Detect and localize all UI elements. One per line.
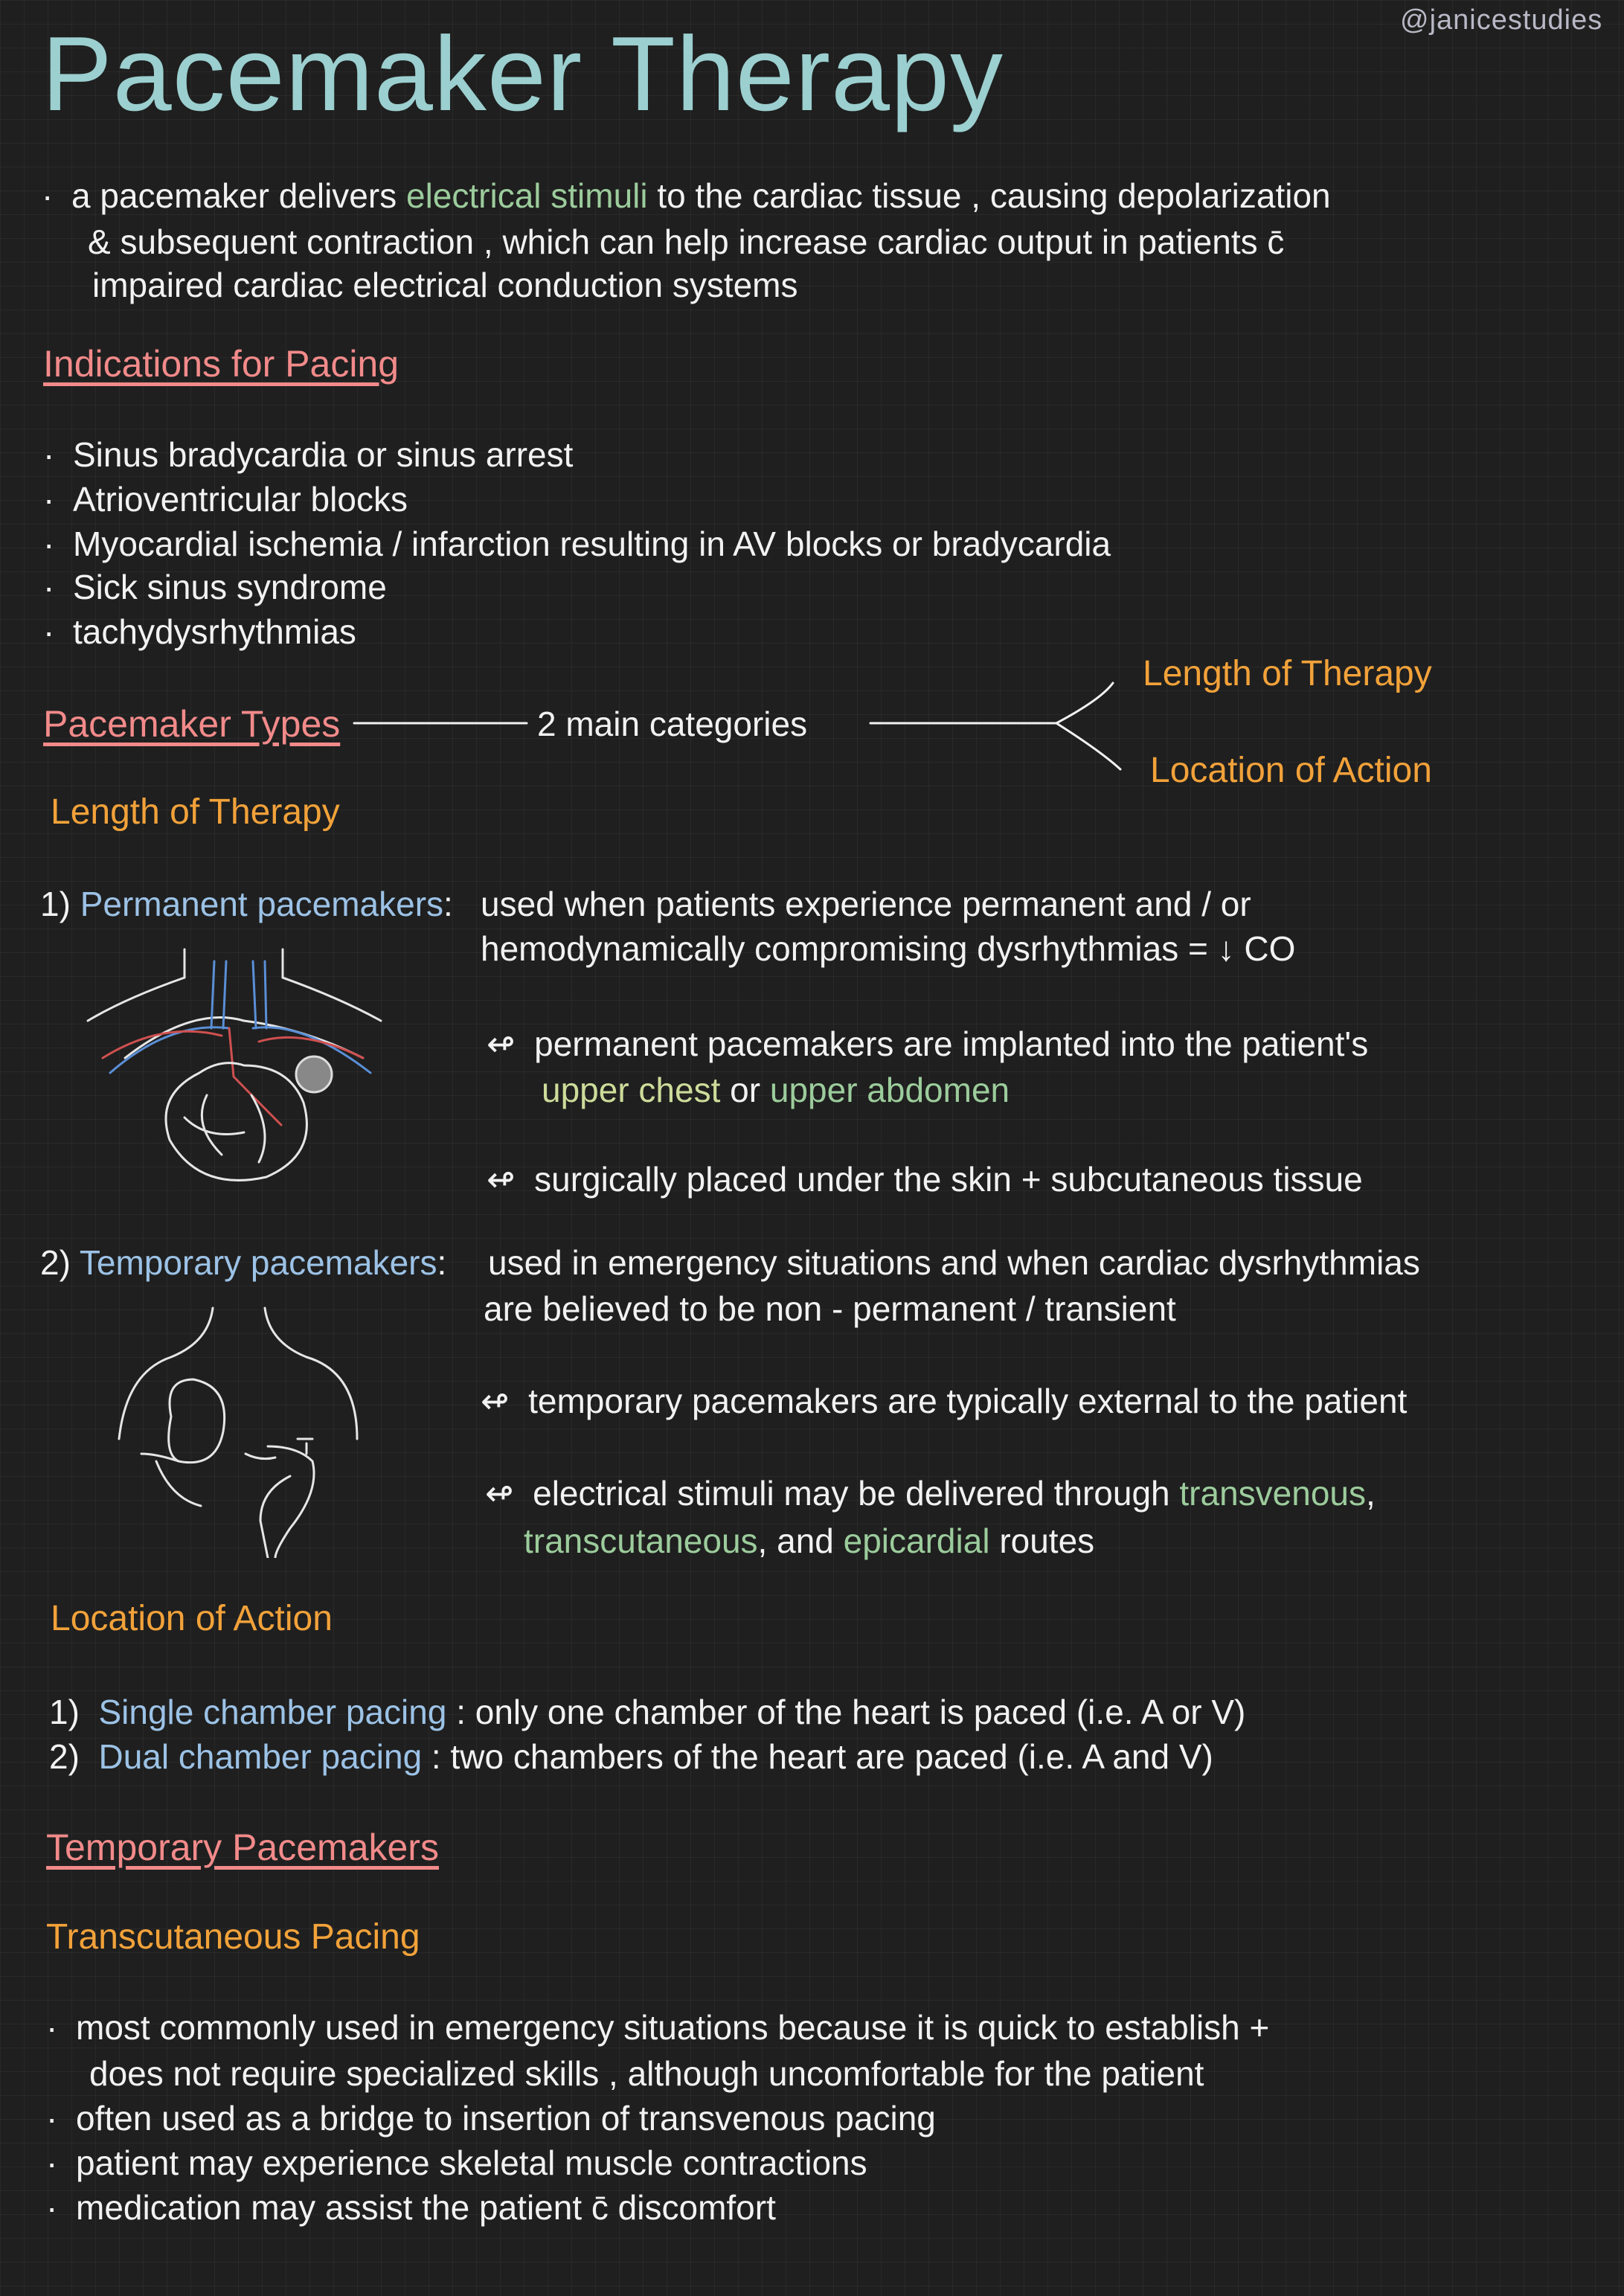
types-branch-location: Location of Action <box>1150 751 1432 790</box>
intro-text: to the cardiac tissue , causing depolarization <box>647 176 1331 215</box>
term-permanent-pacemakers: Permanent pacemakers <box>80 885 444 923</box>
temp-section-heading: Temporary Pacemakers <box>46 1827 439 1868</box>
term-transvenous: transvenous <box>1179 1474 1367 1513</box>
indication-item: · Atrioventricular blocks <box>43 480 408 519</box>
chest-heart-illustration <box>80 946 390 1192</box>
term-dual-chamber: Dual chamber pacing <box>98 1737 423 1776</box>
indications-heading: Indications for Pacing <box>43 343 399 385</box>
intro-text: a pacemaker delivers <box>71 176 406 215</box>
indication-item: · tachydysrhythmias <box>43 612 356 651</box>
transcutaneous-item: · patient may experience skeletal muscle contractions <box>46 2143 867 2182</box>
author-handle: @janicestudies <box>1400 4 1603 36</box>
intro-line-3: impaired cardiac electrical conduction systems <box>92 266 798 304</box>
permanent-note-1: ↫ permanent pacemakers are implanted into the patient's <box>487 1024 1369 1063</box>
indication-item: · Sick sinus syndrome <box>43 568 387 606</box>
bullet: · <box>42 176 54 215</box>
types-heading: Pacemaker Types <box>43 703 341 745</box>
torso-illustration <box>112 1305 365 1558</box>
indication-item: · Myocardial ischemia / infarction resulting in AV blocks or bradycardia <box>43 525 1111 563</box>
location-heading: Location of Action <box>51 1599 333 1638</box>
temporary-note-1: ↫ temporary pacemakers are typically external to the patient <box>481 1382 1408 1420</box>
temporary-note-2-cont: transcutaneous, and epicardial routes <box>524 1521 1095 1560</box>
term-epicardial: epicardial <box>843 1521 990 1560</box>
intro-line-2: & subsequent contraction , which can help increase cardiac output in patients c̄ <box>88 222 1285 261</box>
transcutaneous-item-cont: does not require specialized skills , although uncomfortable for the patient <box>89 2054 1204 2093</box>
term-upper-abdomen: upper abdomen <box>769 1071 1010 1109</box>
transcutaneous-item: · medication may assist the patient c̄ discomfort <box>46 2188 776 2227</box>
term-electrical-stimuli: electrical stimuli <box>405 176 648 215</box>
permanent-label-row: 1) Permanent pacemakers: <box>40 885 453 923</box>
permanent-note-1-cont: upper chest or upper abdomen <box>542 1071 1010 1109</box>
term-single-chamber: Single chamber pacing <box>98 1693 447 1731</box>
location-item-2: 2) Dual chamber pacing : two chambers of the heart are paced (i.e. A and V) <box>49 1737 1213 1776</box>
transcutaneous-item: · most commonly used in emergency situations because it is quick to establish + <box>46 2008 1270 2047</box>
temporary-label-row: 2) Temporary pacemakers: <box>40 1243 447 1282</box>
permanent-note-2: ↫ surgically placed under the skin + subcutaneous tissue <box>487 1160 1363 1199</box>
temporary-desc-2: are believed to be non - permanent / transient <box>484 1289 1176 1328</box>
permanent-desc-2: hemodynamically compromising dysrhythmias = ↓ CO <box>481 929 1296 968</box>
permanent-desc-1: used when patients experience permanent and / or <box>481 885 1251 923</box>
length-heading: Length of Therapy <box>51 792 340 832</box>
location-item-1: 1) Single chamber pacing : only one chamber of the heart is paced (i.e. A or V) <box>49 1693 1246 1731</box>
page-title: Pacemaker Therapy <box>42 15 1004 133</box>
term-upper-chest: upper chest <box>542 1071 721 1109</box>
temporary-desc-1: used in emergency situations and when cardiac dysrhythmias <box>488 1243 1420 1282</box>
temporary-note-2: ↫ electrical stimuli may be delivered through transvenous, <box>485 1474 1376 1513</box>
indication-item: · Sinus bradycardia or sinus arrest <box>43 435 574 474</box>
term-transcutaneous: transcutaneous <box>524 1521 758 1560</box>
term-temporary-pacemakers: Temporary pacemakers <box>79 1243 437 1282</box>
transcutaneous-heading: Transcutaneous Pacing <box>46 1917 420 1957</box>
types-middle-label: 2 main categories <box>537 705 808 743</box>
intro-line-1 <box>42 173 1331 219</box>
transcutaneous-item: · often used as a bridge to insertion of transvenous pacing <box>46 2099 936 2138</box>
types-branch-length: Length of Therapy <box>1143 654 1432 693</box>
